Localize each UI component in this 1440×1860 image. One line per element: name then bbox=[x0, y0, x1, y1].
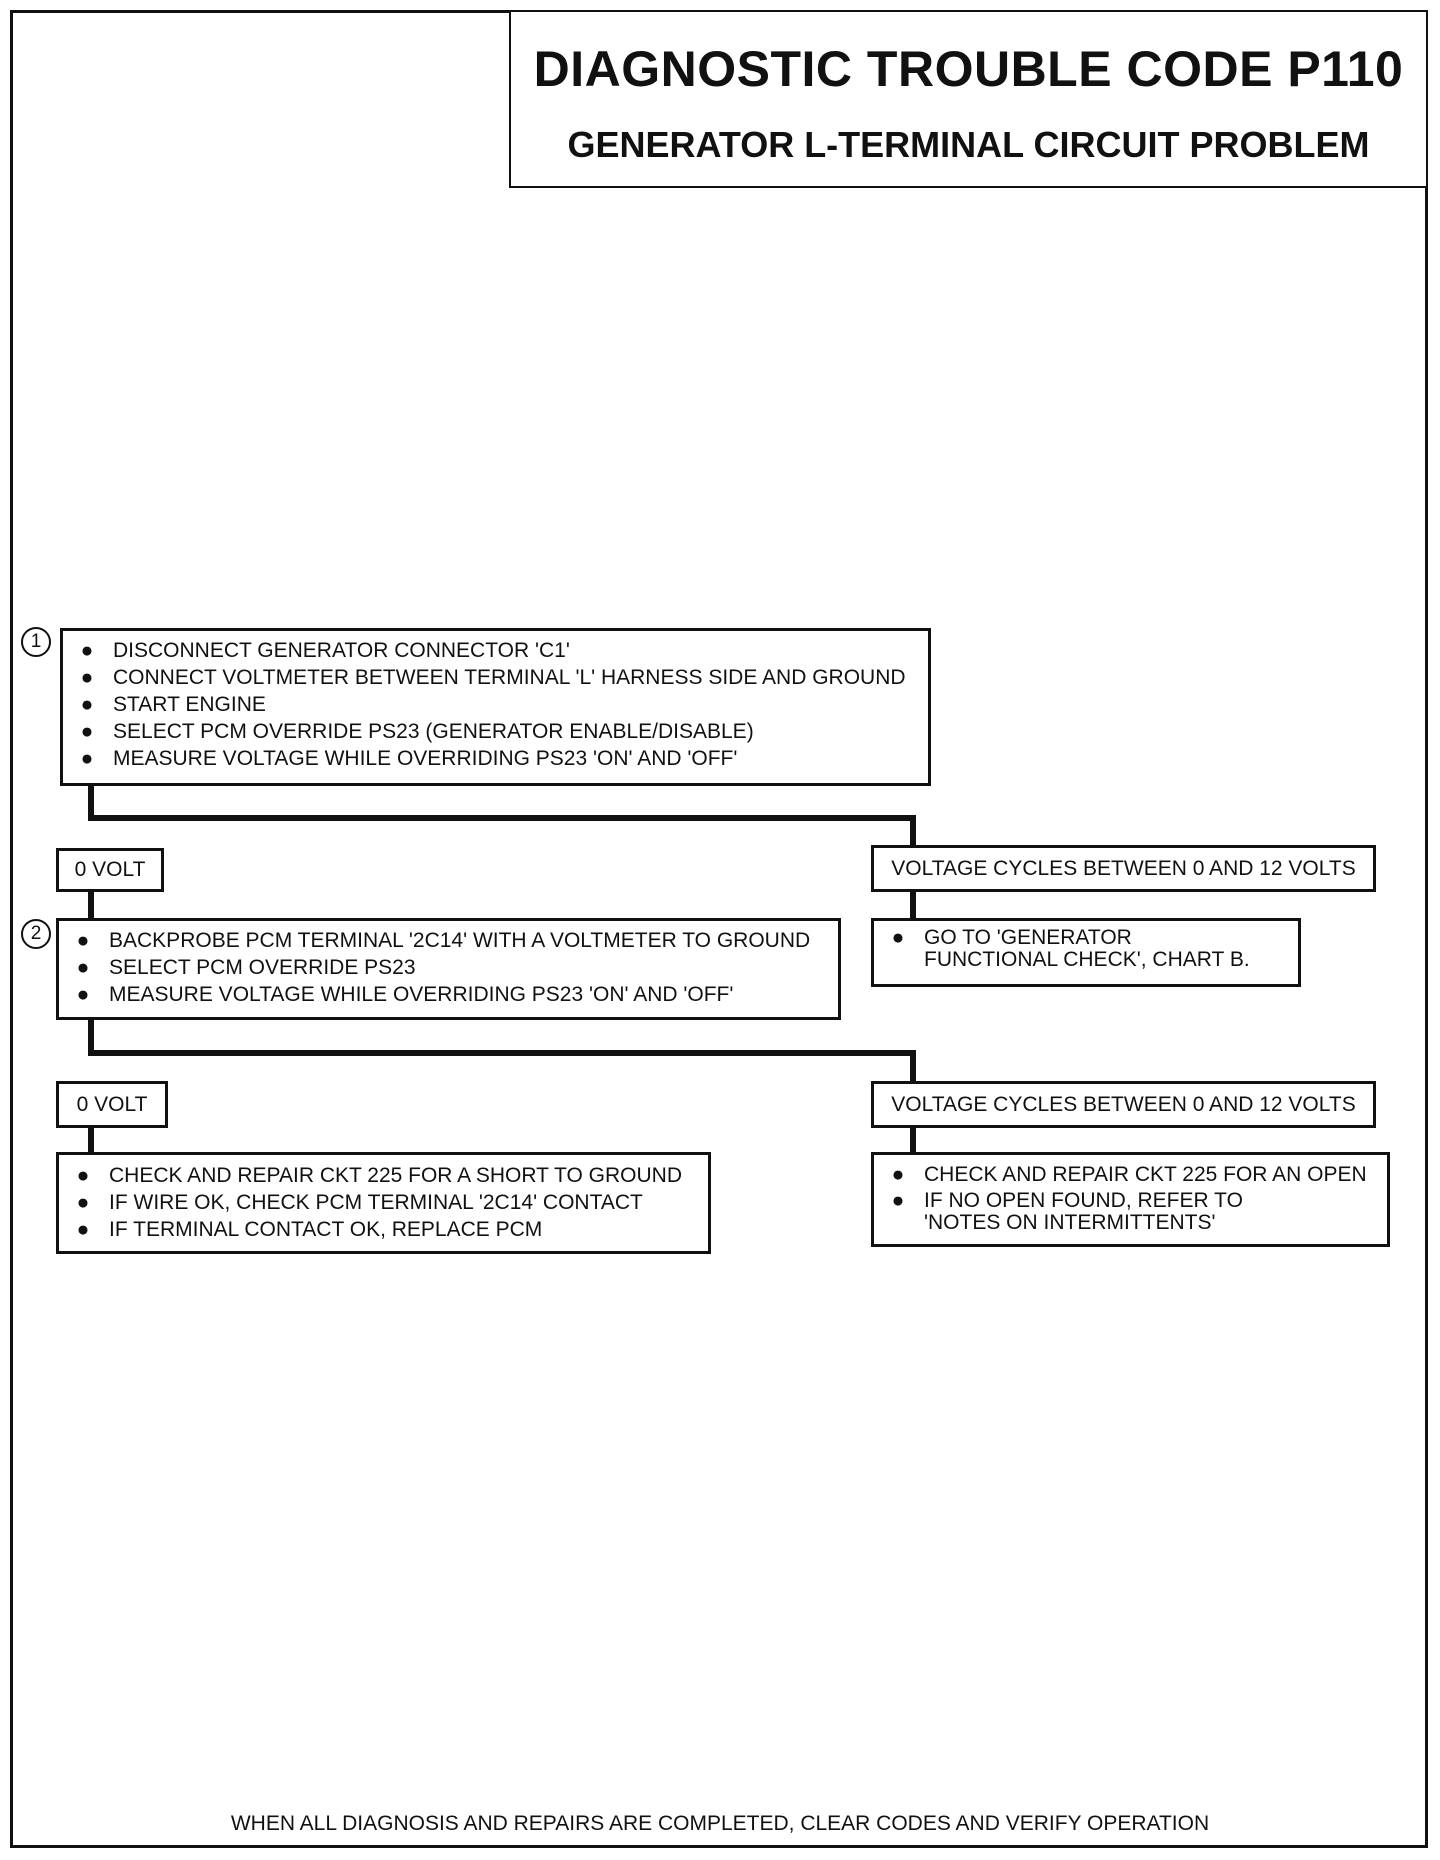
connector-branch1-horizontal bbox=[88, 815, 916, 821]
bullet-icon: ● bbox=[80, 666, 94, 689]
result2-left-box bbox=[56, 1152, 711, 1254]
list-item: ● GO TO 'GENERATOR FUNCTIONAL CHECK', CHART B. bbox=[874, 927, 1254, 971]
bullet-icon: ● bbox=[76, 1218, 90, 1241]
step-number-2: 2 bbox=[21, 919, 51, 949]
list-item: ● SELECT PCM OVERRIDE PS23 (GENERATOR ENABLE/DISABLE) bbox=[63, 718, 928, 745]
bullet-icon: ● bbox=[76, 1191, 90, 1214]
list-item: ● DISCONNECT GENERATOR CONNECTOR 'C1' bbox=[63, 637, 928, 664]
branch1-right-label: VOLTAGE CYCLES BETWEEN 0 AND 12 VOLTS bbox=[871, 845, 1376, 892]
list-item: ● IF WIRE OK, CHECK PCM TERMINAL '2C14' CONTACT bbox=[59, 1189, 708, 1216]
footer-note: WHEN ALL DIAGNOSIS AND REPAIRS ARE COMPLETED, CLEAR CODES AND VERIFY OPERATION bbox=[230, 1812, 1210, 1835]
connector-right-label2-to-result bbox=[910, 1126, 916, 1154]
step1-box bbox=[60, 628, 931, 786]
bullet-icon: ● bbox=[76, 956, 90, 979]
bullet-icon: ● bbox=[80, 693, 94, 716]
connector-branch2-right-down bbox=[910, 1050, 916, 1085]
connector-branch2-horizontal bbox=[88, 1050, 916, 1056]
branch2-right-label: VOLTAGE CYCLES BETWEEN 0 AND 12 VOLTS bbox=[871, 1081, 1376, 1128]
page-title: DIAGNOSTIC TROUBLE CODE P110 bbox=[533, 41, 1404, 97]
list-item: ● IF NO OPEN FOUND, REFER TO 'NOTES ON INTERMITTENTS' bbox=[874, 1190, 1324, 1234]
connector-left-label2-to-result bbox=[88, 1126, 94, 1154]
list-item: ● MEASURE VOLTAGE WHILE OVERRIDING PS23 'ON' AND 'OFF' bbox=[63, 745, 928, 772]
bullet-icon: ● bbox=[891, 1163, 905, 1186]
bullet-icon: ● bbox=[891, 926, 905, 949]
list-item: ● START ENGINE bbox=[63, 691, 928, 718]
list-item: ● MEASURE VOLTAGE WHILE OVERRIDING PS23 'ON' AND 'OFF' bbox=[59, 981, 838, 1008]
bullet-icon: ● bbox=[76, 983, 90, 1006]
list-item: ● BACKPROBE PCM TERMINAL '2C14' WITH A VOLTMETER TO GROUND bbox=[59, 927, 838, 954]
bullet-icon: ● bbox=[76, 929, 90, 952]
bullet-icon: ● bbox=[80, 720, 94, 743]
list-item: ● CHECK AND REPAIR CKT 225 FOR A SHORT TO GROUND bbox=[59, 1162, 708, 1189]
list-item: ● CHECK AND REPAIR CKT 225 FOR AN OPEN bbox=[874, 1161, 1387, 1188]
list-item: ● IF TERMINAL CONTACT OK, REPLACE PCM bbox=[59, 1216, 708, 1243]
step2-box bbox=[56, 918, 841, 1020]
branch2-left-label: 0 VOLT bbox=[56, 1081, 168, 1128]
result1-right-box bbox=[871, 918, 1301, 987]
bullet-icon: ● bbox=[80, 747, 94, 770]
page-subtitle: GENERATOR L-TERMINAL CIRCUIT PROBLEM bbox=[567, 124, 1370, 165]
result2-right-box bbox=[871, 1152, 1390, 1247]
title-box bbox=[509, 10, 1428, 188]
branch1-left-label: 0 VOLT bbox=[56, 848, 164, 892]
connector-right-label1-to-result bbox=[910, 890, 916, 920]
connector-left-label1-to-step2 bbox=[88, 890, 94, 920]
list-item: ● SELECT PCM OVERRIDE PS23 bbox=[59, 954, 838, 981]
list-item: ● CONNECT VOLTMETER BETWEEN TERMINAL 'L' HARNESS SIDE AND GROUND bbox=[63, 664, 928, 691]
step-number-1: 1 bbox=[21, 627, 51, 657]
bullet-icon: ● bbox=[80, 639, 94, 662]
bullet-icon: ● bbox=[76, 1164, 90, 1187]
bullet-icon: ● bbox=[891, 1189, 905, 1212]
